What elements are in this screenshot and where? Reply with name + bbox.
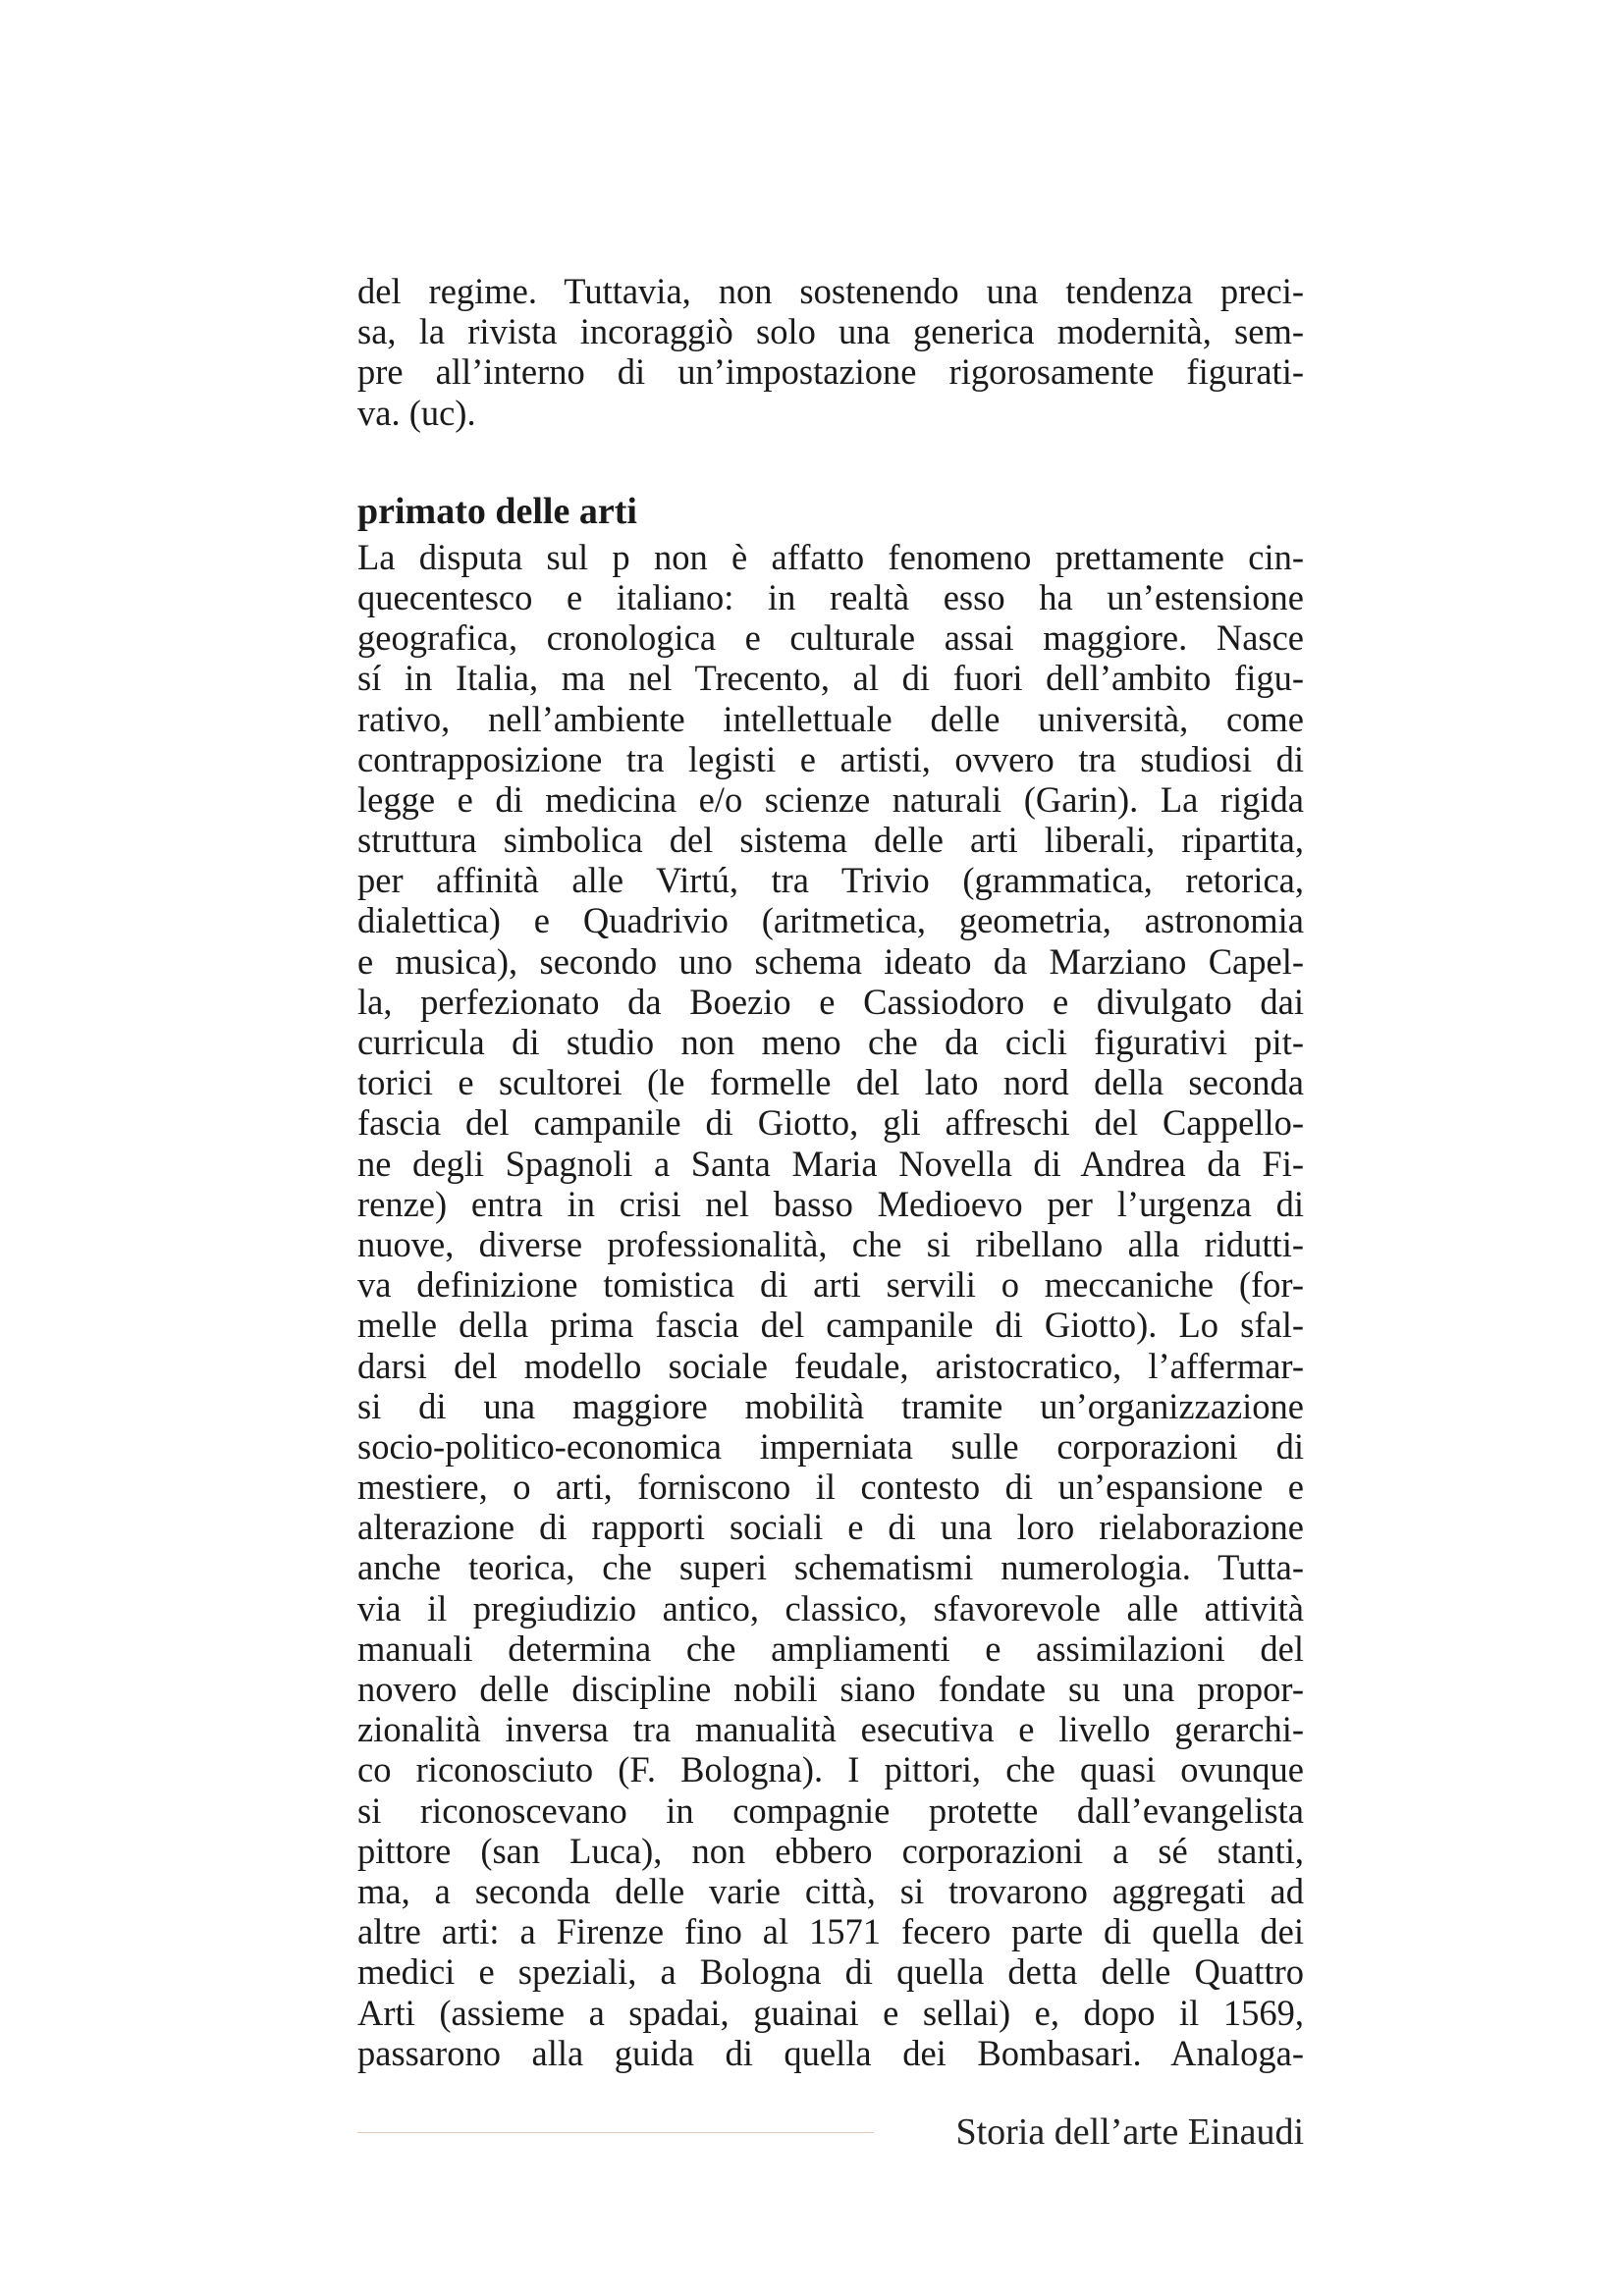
text-line: si di una maggiore mobilità tramite un’organizzazione [357, 1385, 1304, 1426]
text-line: si riconoscevano in compagnie protette dall’evangelista [357, 1789, 1304, 1831]
text-line: via il pregiudizio antico, classico, sfavorevole alle attività [357, 1587, 1304, 1629]
text-line: pre all’interno di un’impostazione rigorosamente figurati- [357, 351, 1304, 393]
page-footer [357, 2105, 1304, 2163]
text-line: fascia del campanile di Giotto, gli affreschi del Cappello- [357, 1102, 1304, 1144]
text-line: torici e scultorei (le formelle del lato nord della seconda [357, 1062, 1304, 1103]
text-line: e musica), secondo uno schema ideato da Marziano Capel- [357, 940, 1304, 982]
text-line: passarono alla guida di quella dei Bombasari. Analoga- [357, 2032, 1304, 2073]
text-line: struttura simbolica del sistema delle arti liberali, ripartita, [357, 820, 1304, 861]
text-line: rativo, nell’ambiente intellettuale delle università, come [357, 698, 1304, 739]
text-line: novero delle discipline nobili siano fondate su una propor- [357, 1669, 1304, 1709]
text-line: quecentesco e italiano: in realtà esso ha un’estensione [357, 576, 1304, 617]
text-line: altre arti: a Firenze fino al 1571 fecero parte di quella dei [357, 1911, 1304, 1952]
text-line: socio-politico-economica imperniata sulle corporazioni di [357, 1425, 1304, 1467]
text-line: melle della prima fascia del campanile di Giotto). Lo sfal- [357, 1305, 1304, 1346]
text-line: dialettica) e Quadrivio (aritmetica, geometria, astronomia [357, 900, 1304, 941]
text-line: sí in Italia, ma nel Trecento, al di fuori dell’ambito figu- [357, 658, 1304, 699]
text-line: nuove, diverse professionalità, che si ribellano alla ridutti- [357, 1223, 1304, 1264]
text-line: va definizione tomistica di arti servili o meccaniche (for- [357, 1264, 1304, 1306]
text-line: renze) entra in crisi nel basso Medioevo per l’urgenza di [357, 1183, 1304, 1224]
entry-title: primato delle arti [357, 490, 637, 532]
entry-body [357, 537, 1304, 2073]
footer-publication-title: Storia dell’arte Einaudi [955, 2111, 1304, 2153]
text-line: medici e speziali, a Bologna di quella detta delle Quattro [357, 1951, 1304, 1993]
text-line: legge e di medicina e/o scienze naturali (Garin). La rigida [357, 778, 1304, 820]
text-line: contrapposizione tra legisti e artisti, ovvero tra studiosi di [357, 738, 1304, 779]
text-line: alterazione di rapporti sociali e di una loro rielaborazione [357, 1507, 1304, 1548]
text-line: la, perfezionato da Boezio e Cassiodoro e divulgato dai [357, 981, 1304, 1022]
text-line: co riconosciuto (F. Bologna). I pittori, che quasi ovunque [357, 1749, 1304, 1790]
text-line: geografica, cronologica e culturale assai maggiore. Nasce [357, 617, 1304, 659]
text-line: darsi del modello sociale feudale, aristocratico, l’affermar- [357, 1345, 1304, 1386]
text-line: sa, la rivista incoraggiò solo una generica modernità, sem- [357, 311, 1304, 352]
text-line: del regime. Tuttavia, non sostenendo una tendenza preci- [357, 271, 1304, 311]
text-line: manuali determina che ampliamenti e assimilazioni del [357, 1628, 1304, 1669]
intro-paragraph [357, 271, 1304, 433]
text-line: ne degli Spagnoli a Santa Maria Novella di Andrea da Fi- [357, 1143, 1304, 1184]
text-line: Arti (assieme a spadai, guainai e sellai) e, dopo il 1569, [357, 1992, 1304, 2033]
text-column [357, 271, 1304, 2073]
text-line: zionalità inversa tra manualità esecutiva e livello gerarchi- [357, 1709, 1304, 1750]
text-line: anche teorica, che superi schematismi numerologia. Tutta- [357, 1547, 1304, 1588]
text-line: pittore (san Luca), non ebbero corporazioni a sé stanti, [357, 1830, 1304, 1871]
text-line: curricula di studio non meno che da cicli figurativi pit- [357, 1022, 1304, 1062]
text-line: La disputa sul p non è affatto fenomeno prettamente cin- [357, 536, 1304, 577]
text-line: va. (uc). [357, 392, 476, 433]
text-line: ma, a seconda delle varie città, si trovarono aggregati ad [357, 1870, 1304, 1911]
footer-rule [357, 2132, 874, 2133]
text-line: mestiere, o arti, forniscono il contesto di un’espansione e [357, 1467, 1304, 1508]
text-line: per affinità alle Virtú, tra Trivio (grammatica, retorica, [357, 860, 1304, 901]
